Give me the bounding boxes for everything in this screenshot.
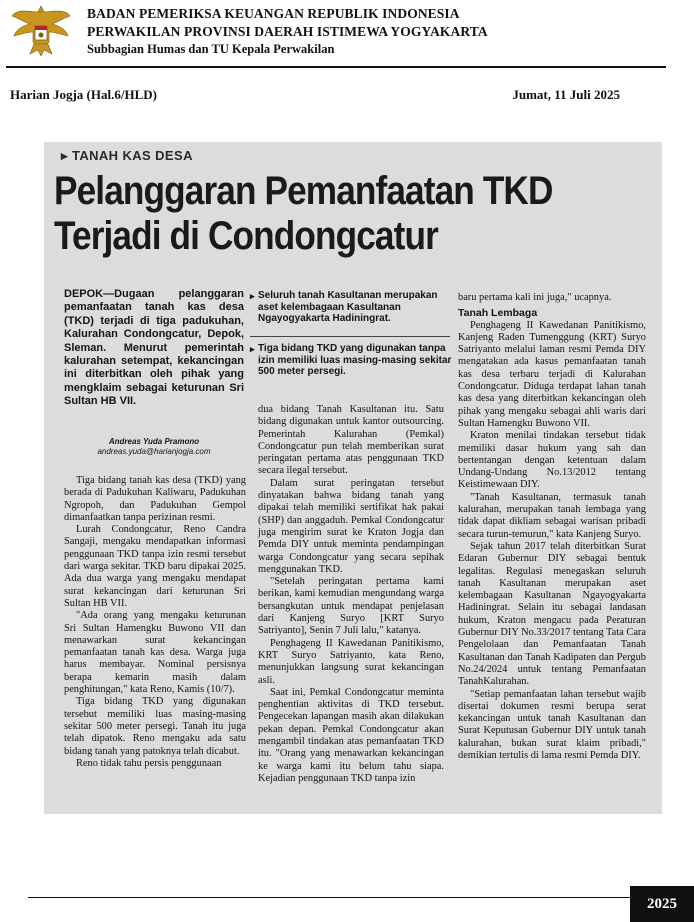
institution-name: BADAN PEMERIKSA KEUANGAN REPUBLIK INDONESIA: [87, 6, 460, 21]
article-column-2: [258, 404, 444, 785]
paragraph: Reno tidak tahu persis penggunaan: [76, 757, 222, 769]
newspaper-source: Harian Jogja (Hal.6/HLD): [10, 87, 157, 102]
byline: [64, 437, 244, 457]
headline-line-2: Terjadi di Condongcatur: [54, 214, 438, 258]
paragraph: "Setiap pemanfaatan lahan tersebut wajib disertai dokumen resmi berupa serat kekancingan untuk tanah Kasultanan dan Surat Keputusan Gubernur DIY untuk tanah kalurahan, bukan surat klaim pribadi," demikian tertulis di lama resmi Pemda DIY.: [458, 688, 646, 761]
paragraph: Dalam surat peringatan tersebut dinyatakan bahwa bidang tanah yang dipakai telah memiliki sertifikat hak pakai (SHP) dan anggaduh. Pemkal Condongcatur juga mengirim surat ke Kraton Jogja dan Pemda DIY untuk meminta pendampingan warga Condongcatur yang secara sepihak menggunakan TKD.: [258, 477, 444, 575]
paragraph: Kraton menilai tindakan tersebut tidak memiliki dasar hukum yang sah dan bertentangan dengan ketentuan dalam Undang-Undang No.13/2012 tentang Keistimewaan DIY.: [458, 430, 646, 491]
subheading: Tanah Lembaga: [458, 307, 538, 320]
paragraph: Tiga bidang TKD yang digunakan tersebut memiliki luas masing-masing sekitar 500 meter persegi. Tanah itu juga telah dipatok. Reno mengaku ada satu bidang tanah yang patoknya telah dicabut.: [64, 696, 246, 757]
paragraph: Penghageng II Kawedanan Panitikismo, KRT Suryo Satriyanto, kata Reno, menunjukkan langsung surat kekancingan asli.: [258, 637, 444, 686]
paragraph: Sejak tahun 2017 telah diterbitkan Surat Edaran Gubernur DIY sebagai bentuk legalitas. Regulasi menegaskan seluruh tanah Kasultanan merupakan aset kelembagaan Kasultanan Ngayogyakarta Hadiningrat. Selain itu sebagai landasan hukum, Kraton mengacu pada Peraturan Gubernur DIY No.33/2017 tentang Tata Cara Pengelolaan dan Pemanfaatan Tanah Kasultanan dan Tanah Kadipaten dan Pergub No.24/2024 untuk tentang Pemanfaatan TanahKalurahan.: [458, 540, 646, 688]
paragraph: Lurah Condongcatur, Reno Candra Sangaji, mengaku mendapatkan informasi penggunaan TKD tanpa izin resmi tersebut dari warga sekitar. TKD baru dipakai 2025. Ada dua warga yang mengaku mendapat surat kekancingan dari keturunan Sri Sultan HB VII.: [64, 524, 246, 609]
paragraph: dua bidang Tanah Kasultanan itu. Satu bidang digunakan untuk kantor outsourcing. Pemerintah Kalurahan (Pemkal) Condongcatur pun telah memberikan surat peringatan pertama atas penggunaan TKD secara ilegal tersebut.: [258, 404, 444, 477]
sub-division: Subbagian Humas dan TU Kepala Perwakilan: [87, 42, 335, 56]
article-column-1: [64, 475, 246, 770]
paragraph: "Ada orang yang mengaku keturunan Sri Sultan Hamengku Buwono VII dan menawarkan surat kekancingan pemanfaatan tanah kas desa. Warga juga harus membayar. Nominal persisnya berapa kemarin masih dalam penghitungan," kata Reno, Kamis (10/7).: [64, 610, 246, 696]
paragraph: Saat ini, Pemkal Condongcatur meminta penghentian aktivitas di TKD tersebut. Pengecekan lapangan masih akan dilakukan pekan depan. Pemkal Condongcatur akan mengambil tindakan atas pemanfaatan TKD itu. "Orang yang menawarkan kekancingan ke warga kami itu belum tahu siapa. Kejadian penggunaan TKD tanpa izin: [258, 686, 444, 784]
paragraph: "Tanah Kasultanan, termasuk tanah kalurahan, merupakan tanah lembaga yang tidak dapat dikliam sebagai warisan pribadi secara turun-temurun," kata Kanjeng Suryo.: [458, 491, 646, 540]
lede-paragraph: DEPOK—Dugaan pelanggaran pemanfaatan tanah kas desa (TKD) terjadi di tiga padukuhan, Kalurahan Condongcatur, Depok, Sleman. Menurut pemerintah kalurahan setempat, kekancingan ini diterbitkan oleh pihak yang mengklaim sebagai keturunan Sri Sultan HB VII.: [64, 288, 244, 408]
footer-divider: [28, 897, 632, 898]
highlight-1: [250, 290, 458, 325]
kicker: ▸ TANAH KAS DESA: [61, 148, 193, 163]
headline-line-1: Pelanggaran Pemanfaatan TKD: [54, 169, 553, 213]
highlight-2-text: Tiga bidang TKD yang digunakan tanpa izin memiliki luas masing-masing sekitar 500 meter persegi.: [258, 343, 452, 378]
publication-date: Jumat, 11 Juli 2025: [512, 87, 620, 102]
kicker-text: TANAH KAS DESA: [71, 148, 193, 163]
headline: [54, 169, 587, 259]
highlight-divider: [250, 336, 450, 337]
paragraph: "Setelah peringatan pertama kami berikan, kami kemudian mengundang warga bersangkutan untuk mendapat penjelasan dari Kanjeng Suryo [KRT Suryo Satriyanto], Senin 7 Juli lalu," katanya.: [258, 576, 444, 637]
paragraph: baru pertama kali ini juga," ucapnya.: [458, 292, 612, 303]
author-name: Andreas Yuda Pramono: [108, 437, 200, 446]
author-email: andreas.yuda@harianjogja.com: [97, 447, 211, 456]
highlight-2: [250, 343, 458, 378]
regional-office: PERWAKILAN PROVINSI DAERAH ISTIMEWA YOGYAKARTA: [87, 24, 488, 39]
newspaper-clipping: [44, 142, 662, 814]
header-divider: [6, 66, 666, 68]
year-badge: 2025: [630, 886, 694, 922]
paragraph: Tiga bidang tanah kas desa (TKD) yang berada di Padukuhan Kaliwaru, Padukuhan Ngropoh, dan Padukuhan Gempol dimanfaatkan tanpa perizinan resmi.: [64, 475, 246, 523]
paragraph: Penghageng II Kawedanan Panitikismo, Kanjeng Raden Tumenggung (KRT) Suryo Satriyanto melalui laman resmi Pemda DIY mengatakan ada kasus pemanfaatan tanah kas desa terbaru terjadi di Kalurahan Condongcatur. Diduga terdapat lahan tanah kas desa yang diterbitkan kekancingan oleh pihak yang mengaku sebagai ahli waris dari Sultan Hamengku Buwono VII.: [458, 319, 646, 429]
article-column-3: [458, 292, 646, 762]
bullet-arrow-icon: ▸: [250, 291, 255, 301]
garuda-emblem-icon: [8, 2, 74, 60]
highlight-1-text: Seluruh tanah Kasultanan merupakan aset kelembagaan Kasultanan Ngayogyakarta Hadiningrat.: [258, 290, 438, 325]
institution-header: [87, 5, 488, 58]
bullet-arrow-icon: ▸: [250, 344, 255, 354]
